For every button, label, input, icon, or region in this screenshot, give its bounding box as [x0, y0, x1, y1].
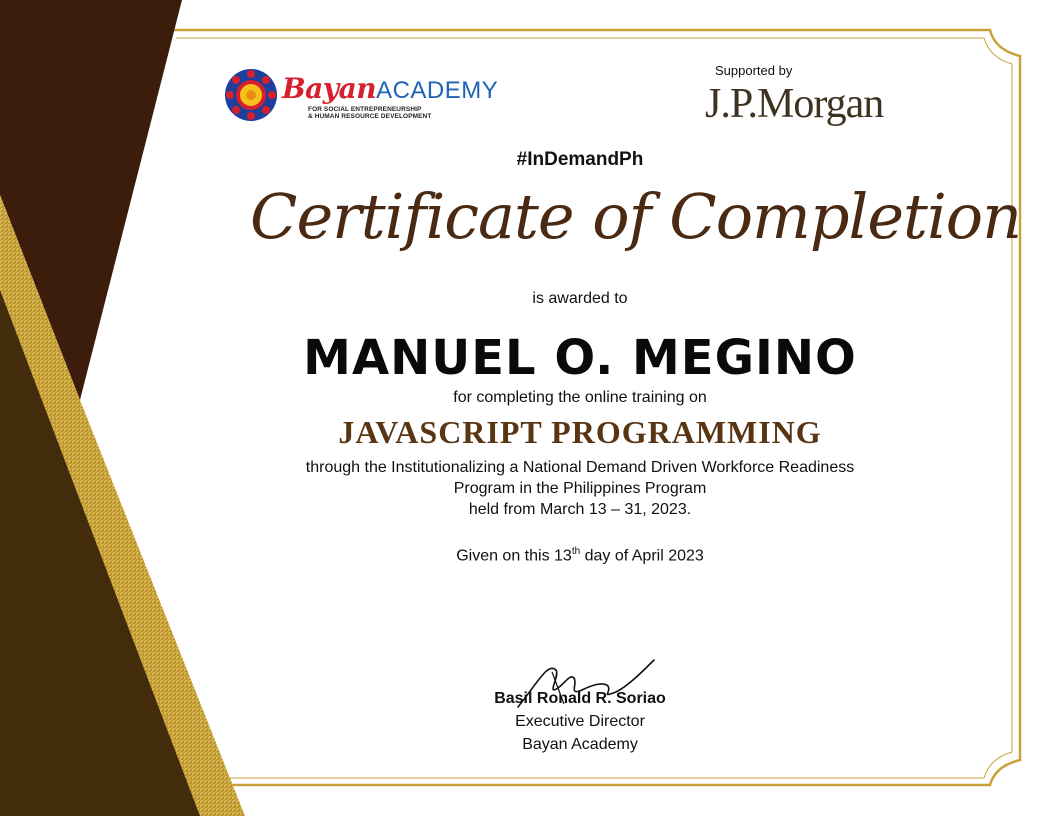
given-date [250, 546, 910, 565]
logo-wordmark [282, 72, 498, 105]
logo-tagline [308, 106, 431, 120]
signatory-name: Basil Ronald R. Soriao [494, 690, 666, 707]
awarded-text: is awarded to [532, 290, 628, 307]
program-line-2: Program in the Philippines Program [453, 480, 707, 497]
given-ordinal: th [571, 546, 581, 557]
program-line-1: through the Institutionalizing a National Demand Driven Workforce Readiness [305, 459, 855, 476]
hashtag: #InDemandPh [516, 149, 644, 170]
course-title: JAVASCRIPT PROGRAMMING [338, 414, 822, 450]
logo-tagline-line1: FOR SOCIAL ENTREPRENEURSHIP [308, 106, 422, 113]
logo-tagline-line2: & HUMAN RESOURCE DEVELOPMENT [308, 113, 432, 120]
logo-academy-text: ACADEMY [376, 77, 499, 104]
signatory-role: Executive Director [515, 713, 645, 730]
logo-bayan-text: Bayan [282, 72, 377, 105]
certificate-title: Certificate of Completion [250, 180, 1022, 253]
signatory-organization: Bayan Academy [522, 736, 638, 753]
program-description [250, 457, 910, 520]
recipient-name: MANUEL O. MEGINO [303, 330, 857, 386]
given-rest: day of April 2023 [580, 547, 704, 565]
jpmorgan-logo: J.P.Morgan [705, 81, 884, 127]
program-line-3: held from March 13 – 31, 2023. [468, 501, 692, 518]
given-prefix: Given on this 13 [456, 547, 572, 565]
seal-icon [224, 68, 278, 122]
supported-by-label: Supported by [715, 63, 793, 78]
bayan-academy-logo [224, 66, 499, 126]
completion-text: for completing the online training on [453, 389, 707, 406]
